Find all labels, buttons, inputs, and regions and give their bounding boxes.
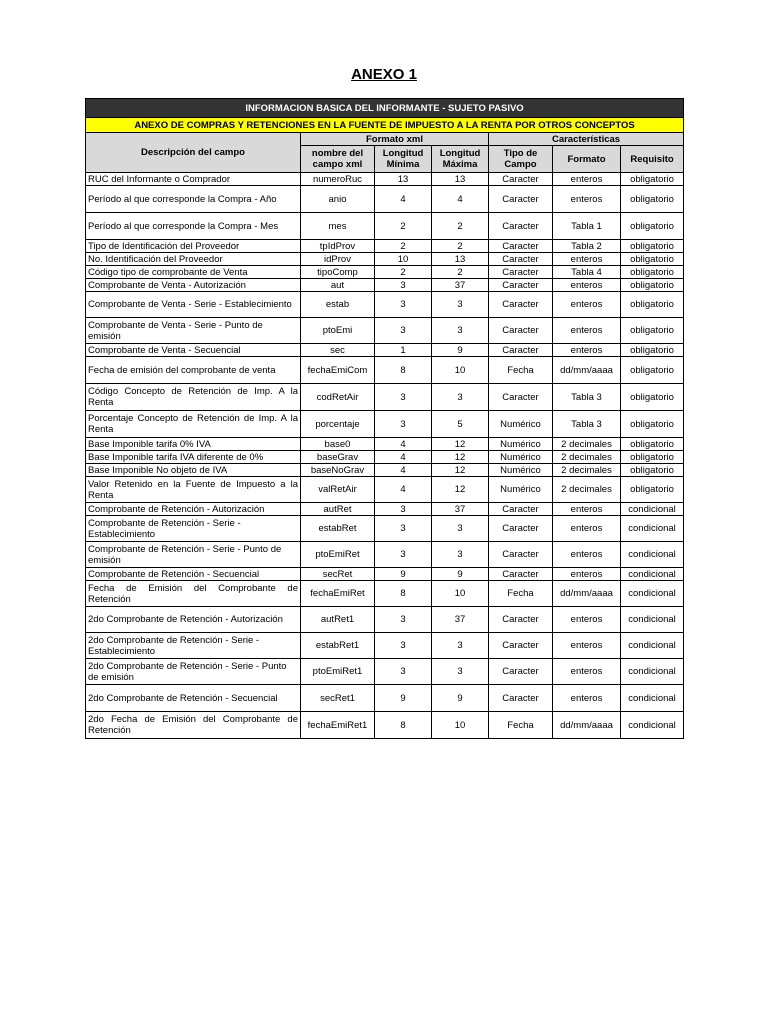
cell-longitud-maxima: 3 xyxy=(432,292,489,318)
cell-longitud-maxima: 13 xyxy=(432,253,489,266)
cell-nombre-campo: ptoEmiRet1 xyxy=(301,659,375,685)
cell-requisito: obligatorio xyxy=(621,279,684,292)
cell-formato: enteros xyxy=(553,253,621,266)
cell-formato: enteros xyxy=(553,568,621,581)
table-row xyxy=(86,464,684,477)
table-row xyxy=(86,542,684,568)
cell-requisito: condicional xyxy=(621,542,684,568)
cell-nombre-campo: estabRet1 xyxy=(301,633,375,659)
cell-longitud-maxima: 12 xyxy=(432,464,489,477)
cell-nombre-campo: codRetAir xyxy=(301,384,375,411)
table-row xyxy=(86,712,684,739)
cell-formato: Tabla 3 xyxy=(553,384,621,411)
cell-formato: 2 decimales xyxy=(553,438,621,451)
cell-requisito: obligatorio xyxy=(621,266,684,279)
cell-longitud-maxima: 37 xyxy=(432,279,489,292)
table-row xyxy=(86,477,684,503)
cell-descripcion: Valor Retenido en la Fuente de Impuesto a la Renta xyxy=(86,477,301,503)
table-row xyxy=(86,344,684,357)
cell-longitud-maxima: 12 xyxy=(432,451,489,464)
cell-tipo-campo: Caracter xyxy=(489,173,553,186)
cell-longitud-minima: 9 xyxy=(375,685,432,712)
cell-longitud-maxima: 3 xyxy=(432,318,489,344)
cell-longitud-minima: 4 xyxy=(375,451,432,464)
cell-requisito: condicional xyxy=(621,659,684,685)
cell-tipo-campo: Caracter xyxy=(489,240,553,253)
cell-longitud-maxima: 2 xyxy=(432,213,489,240)
cell-tipo-campo: Caracter xyxy=(489,318,553,344)
cell-nombre-campo: baseNoGrav xyxy=(301,464,375,477)
cell-nombre-campo: valRetAir xyxy=(301,477,375,503)
header-formato-xml: Formato xml xyxy=(301,133,489,146)
cell-requisito: obligatorio xyxy=(621,213,684,240)
table-row xyxy=(86,411,684,438)
cell-descripcion: Fecha de Emisión del Comprobante de Retención xyxy=(86,581,301,607)
cell-longitud-maxima: 9 xyxy=(432,568,489,581)
cell-longitud-maxima: 2 xyxy=(432,240,489,253)
cell-longitud-minima: 4 xyxy=(375,438,432,451)
header-nombre-campo: nombre del campo xml xyxy=(301,146,375,173)
cell-longitud-minima: 9 xyxy=(375,568,432,581)
cell-descripcion: Comprobante de Retención - Serie - Establecimiento xyxy=(86,516,301,542)
cell-requisito: obligatorio xyxy=(621,451,684,464)
cell-requisito: condicional xyxy=(621,503,684,516)
cell-nombre-campo: porcentaje xyxy=(301,411,375,438)
cell-longitud-minima: 3 xyxy=(375,659,432,685)
cell-nombre-campo: fechaEmiRet xyxy=(301,581,375,607)
banner-informacion-basica: INFORMACION BASICA DEL INFORMANTE - SUJETO PASIVO xyxy=(86,99,684,118)
cell-longitud-maxima: 37 xyxy=(432,607,489,633)
table-row xyxy=(86,253,684,266)
cell-descripcion: Comprobante de Venta - Serie - Punto de emisión xyxy=(86,318,301,344)
cell-tipo-campo: Fecha xyxy=(489,712,553,739)
cell-requisito: obligatorio xyxy=(621,253,684,266)
header-tipo-campo: Tipo de Campo xyxy=(489,146,553,173)
cell-tipo-campo: Caracter xyxy=(489,292,553,318)
cell-tipo-campo: Caracter xyxy=(489,266,553,279)
cell-tipo-campo: Numérico xyxy=(489,451,553,464)
cell-requisito: obligatorio xyxy=(621,411,684,438)
cell-longitud-minima: 3 xyxy=(375,384,432,411)
cell-nombre-campo: ptoEmiRet xyxy=(301,542,375,568)
cell-descripcion: Base Imponible No objeto de IVA xyxy=(86,464,301,477)
cell-formato: enteros xyxy=(553,318,621,344)
table-row xyxy=(86,568,684,581)
cell-tipo-campo: Fecha xyxy=(489,357,553,384)
annex-table xyxy=(85,98,684,739)
table-row xyxy=(86,318,684,344)
cell-requisito: obligatorio xyxy=(621,357,684,384)
cell-formato: enteros xyxy=(553,186,621,213)
cell-longitud-maxima: 3 xyxy=(432,659,489,685)
cell-longitud-maxima: 10 xyxy=(432,357,489,384)
cell-longitud-maxima: 2 xyxy=(432,266,489,279)
cell-descripcion: Tipo de Identificación del Proveedor xyxy=(86,240,301,253)
cell-requisito: obligatorio xyxy=(621,438,684,451)
cell-longitud-maxima: 13 xyxy=(432,173,489,186)
table-row xyxy=(86,266,684,279)
table-row xyxy=(86,607,684,633)
cell-requisito: obligatorio xyxy=(621,384,684,411)
cell-nombre-campo: sec xyxy=(301,344,375,357)
cell-descripcion: No. Identificación del Proveedor xyxy=(86,253,301,266)
table-row xyxy=(86,384,684,411)
cell-nombre-campo: autRet1 xyxy=(301,607,375,633)
cell-descripcion: Código Concepto de Retención de Imp. A la Renta xyxy=(86,384,301,411)
cell-longitud-maxima: 10 xyxy=(432,581,489,607)
cell-requisito: condicional xyxy=(621,712,684,739)
cell-descripcion: 2do Fecha de Emisión del Comprobante de Retención xyxy=(86,712,301,739)
cell-nombre-campo: mes xyxy=(301,213,375,240)
table-body xyxy=(86,173,684,739)
cell-requisito: obligatorio xyxy=(621,173,684,186)
cell-longitud-maxima: 12 xyxy=(432,477,489,503)
cell-tipo-campo: Numérico xyxy=(489,411,553,438)
cell-descripcion: Base Imponible tarifa IVA diferente de 0% xyxy=(86,451,301,464)
cell-nombre-campo: estabRet xyxy=(301,516,375,542)
header-caracteristicas: Características xyxy=(489,133,684,146)
cell-longitud-minima: 10 xyxy=(375,253,432,266)
cell-descripcion: Fecha de emisión del comprobante de venta xyxy=(86,357,301,384)
cell-longitud-minima: 3 xyxy=(375,607,432,633)
cell-tipo-campo: Caracter xyxy=(489,568,553,581)
cell-formato: dd/mm/aaaa xyxy=(553,712,621,739)
cell-formato: enteros xyxy=(553,685,621,712)
cell-formato: enteros xyxy=(553,542,621,568)
cell-descripcion: Comprobante de Venta - Serie - Establecimiento xyxy=(86,292,301,318)
cell-tipo-campo: Caracter xyxy=(489,607,553,633)
cell-nombre-campo: autRet xyxy=(301,503,375,516)
cell-requisito: condicional xyxy=(621,581,684,607)
cell-requisito: obligatorio xyxy=(621,186,684,213)
cell-tipo-campo: Caracter xyxy=(489,253,553,266)
cell-descripcion: Comprobante de Venta - Secuencial xyxy=(86,344,301,357)
cell-formato: dd/mm/aaaa xyxy=(553,581,621,607)
cell-formato: enteros xyxy=(553,292,621,318)
cell-tipo-campo: Caracter xyxy=(489,659,553,685)
cell-requisito: obligatorio xyxy=(621,292,684,318)
cell-tipo-campo: Caracter xyxy=(489,213,553,240)
cell-formato: enteros xyxy=(553,503,621,516)
cell-longitud-minima: 3 xyxy=(375,292,432,318)
cell-tipo-campo: Numérico xyxy=(489,464,553,477)
cell-formato: enteros xyxy=(553,633,621,659)
cell-descripcion: Período al que corresponde la Compra - Año xyxy=(86,186,301,213)
table-row xyxy=(86,240,684,253)
cell-nombre-campo: tipoComp xyxy=(301,266,375,279)
header-descripcion: Descripción del campo xyxy=(86,133,301,173)
cell-tipo-campo: Numérico xyxy=(489,477,553,503)
header-requisito: Requisito xyxy=(621,146,684,173)
table-row xyxy=(86,279,684,292)
cell-requisito: obligatorio xyxy=(621,318,684,344)
cell-nombre-campo: baseGrav xyxy=(301,451,375,464)
cell-longitud-minima: 4 xyxy=(375,464,432,477)
cell-formato: enteros xyxy=(553,279,621,292)
cell-descripcion: 2do Comprobante de Retención - Serie - Punto de emisión xyxy=(86,659,301,685)
cell-longitud-minima: 8 xyxy=(375,581,432,607)
cell-longitud-minima: 8 xyxy=(375,712,432,739)
cell-formato: Tabla 2 xyxy=(553,240,621,253)
banner-anexo-compras: ANEXO DE COMPRAS Y RETENCIONES EN LA FUENTE DE IMPUESTO A LA RENTA POR OTROS CONCEPTOS xyxy=(86,118,684,133)
cell-nombre-campo: secRet1 xyxy=(301,685,375,712)
cell-longitud-maxima: 3 xyxy=(432,516,489,542)
cell-longitud-minima: 2 xyxy=(375,240,432,253)
cell-requisito: condicional xyxy=(621,685,684,712)
cell-requisito: obligatorio xyxy=(621,344,684,357)
cell-descripcion: Comprobante de Retención - Autorización xyxy=(86,503,301,516)
cell-formato: 2 decimales xyxy=(553,477,621,503)
cell-longitud-minima: 2 xyxy=(375,213,432,240)
cell-longitud-maxima: 5 xyxy=(432,411,489,438)
cell-descripcion: Comprobante de Retención - Serie - Punto de emisión xyxy=(86,542,301,568)
cell-formato: 2 decimales xyxy=(553,451,621,464)
cell-longitud-maxima: 4 xyxy=(432,186,489,213)
table-row xyxy=(86,213,684,240)
cell-descripcion: Porcentaje Concepto de Retención de Imp. A la Renta xyxy=(86,411,301,438)
cell-longitud-minima: 13 xyxy=(375,173,432,186)
cell-longitud-maxima: 9 xyxy=(432,685,489,712)
cell-longitud-maxima: 12 xyxy=(432,438,489,451)
table-row xyxy=(86,685,684,712)
cell-longitud-minima: 3 xyxy=(375,503,432,516)
cell-nombre-campo: fechaEmiRet1 xyxy=(301,712,375,739)
cell-requisito: condicional xyxy=(621,516,684,542)
cell-descripcion: Base Imponible tarifa 0% IVA xyxy=(86,438,301,451)
cell-longitud-minima: 3 xyxy=(375,318,432,344)
cell-requisito: obligatorio xyxy=(621,477,684,503)
cell-tipo-campo: Fecha xyxy=(489,581,553,607)
cell-tipo-campo: Caracter xyxy=(489,384,553,411)
cell-nombre-campo: fechaEmiCom xyxy=(301,357,375,384)
header-longitud-maxima: Longitud Máxima xyxy=(432,146,489,173)
cell-tipo-campo: Caracter xyxy=(489,633,553,659)
cell-longitud-minima: 3 xyxy=(375,542,432,568)
table-row xyxy=(86,173,684,186)
cell-tipo-campo: Caracter xyxy=(489,503,553,516)
cell-tipo-campo: Caracter xyxy=(489,516,553,542)
cell-longitud-minima: 1 xyxy=(375,344,432,357)
cell-descripcion: Comprobante de Venta - Autorización xyxy=(86,279,301,292)
cell-tipo-campo: Caracter xyxy=(489,685,553,712)
cell-formato: enteros xyxy=(553,607,621,633)
cell-nombre-campo: aut xyxy=(301,279,375,292)
cell-longitud-minima: 4 xyxy=(375,186,432,213)
cell-longitud-minima: 3 xyxy=(375,516,432,542)
cell-formato: enteros xyxy=(553,173,621,186)
cell-descripcion: 2do Comprobante de Retención - Serie - Establecimiento xyxy=(86,633,301,659)
table-row xyxy=(86,438,684,451)
cell-longitud-maxima: 37 xyxy=(432,503,489,516)
cell-requisito: condicional xyxy=(621,633,684,659)
cell-longitud-maxima: 10 xyxy=(432,712,489,739)
cell-longitud-minima: 3 xyxy=(375,633,432,659)
cell-longitud-minima: 8 xyxy=(375,357,432,384)
table-row xyxy=(86,292,684,318)
cell-longitud-minima: 3 xyxy=(375,279,432,292)
cell-formato: Tabla 1 xyxy=(553,213,621,240)
cell-longitud-maxima: 3 xyxy=(432,633,489,659)
cell-tipo-campo: Caracter xyxy=(489,186,553,213)
table-row xyxy=(86,659,684,685)
cell-longitud-minima: 3 xyxy=(375,411,432,438)
header-formato: Formato xyxy=(553,146,621,173)
header-longitud-minima: Longitud Mínima xyxy=(375,146,432,173)
table-row xyxy=(86,186,684,213)
cell-descripcion: Comprobante de Retención - Secuencial xyxy=(86,568,301,581)
cell-nombre-campo: estab xyxy=(301,292,375,318)
cell-formato: 2 decimales xyxy=(553,464,621,477)
cell-descripcion: Código tipo de comprobante de Venta xyxy=(86,266,301,279)
cell-formato: enteros xyxy=(553,344,621,357)
cell-tipo-campo: Caracter xyxy=(489,279,553,292)
cell-nombre-campo: ptoEmi xyxy=(301,318,375,344)
cell-tipo-campo: Caracter xyxy=(489,344,553,357)
cell-formato: enteros xyxy=(553,659,621,685)
cell-requisito: condicional xyxy=(621,607,684,633)
cell-nombre-campo: anio xyxy=(301,186,375,213)
cell-longitud-minima: 2 xyxy=(375,266,432,279)
cell-requisito: obligatorio xyxy=(621,240,684,253)
cell-longitud-maxima: 3 xyxy=(432,542,489,568)
table-row xyxy=(86,633,684,659)
cell-descripcion: RUC del Informante o Comprador xyxy=(86,173,301,186)
cell-formato: enteros xyxy=(553,516,621,542)
cell-tipo-campo: Numérico xyxy=(489,438,553,451)
cell-requisito: condicional xyxy=(621,568,684,581)
cell-longitud-maxima: 3 xyxy=(432,384,489,411)
cell-formato: Tabla 3 xyxy=(553,411,621,438)
table-row xyxy=(86,503,684,516)
cell-nombre-campo: idProv xyxy=(301,253,375,266)
table-row xyxy=(86,516,684,542)
cell-longitud-minima: 4 xyxy=(375,477,432,503)
table-row xyxy=(86,357,684,384)
document-title: ANEXO 1 xyxy=(351,66,417,83)
table-row xyxy=(86,451,684,464)
cell-longitud-maxima: 9 xyxy=(432,344,489,357)
cell-nombre-campo: base0 xyxy=(301,438,375,451)
cell-nombre-campo: tpIdProv xyxy=(301,240,375,253)
cell-descripcion: 2do Comprobante de Retención - Secuencial xyxy=(86,685,301,712)
cell-descripcion: 2do Comprobante de Retención - Autorización xyxy=(86,607,301,633)
table-row xyxy=(86,581,684,607)
cell-formato: dd/mm/aaaa xyxy=(553,357,621,384)
cell-formato: Tabla 4 xyxy=(553,266,621,279)
cell-tipo-campo: Caracter xyxy=(489,542,553,568)
cell-requisito: obligatorio xyxy=(621,464,684,477)
cell-nombre-campo: secRet xyxy=(301,568,375,581)
cell-descripcion: Período al que corresponde la Compra - Mes xyxy=(86,213,301,240)
cell-nombre-campo: numeroRuc xyxy=(301,173,375,186)
